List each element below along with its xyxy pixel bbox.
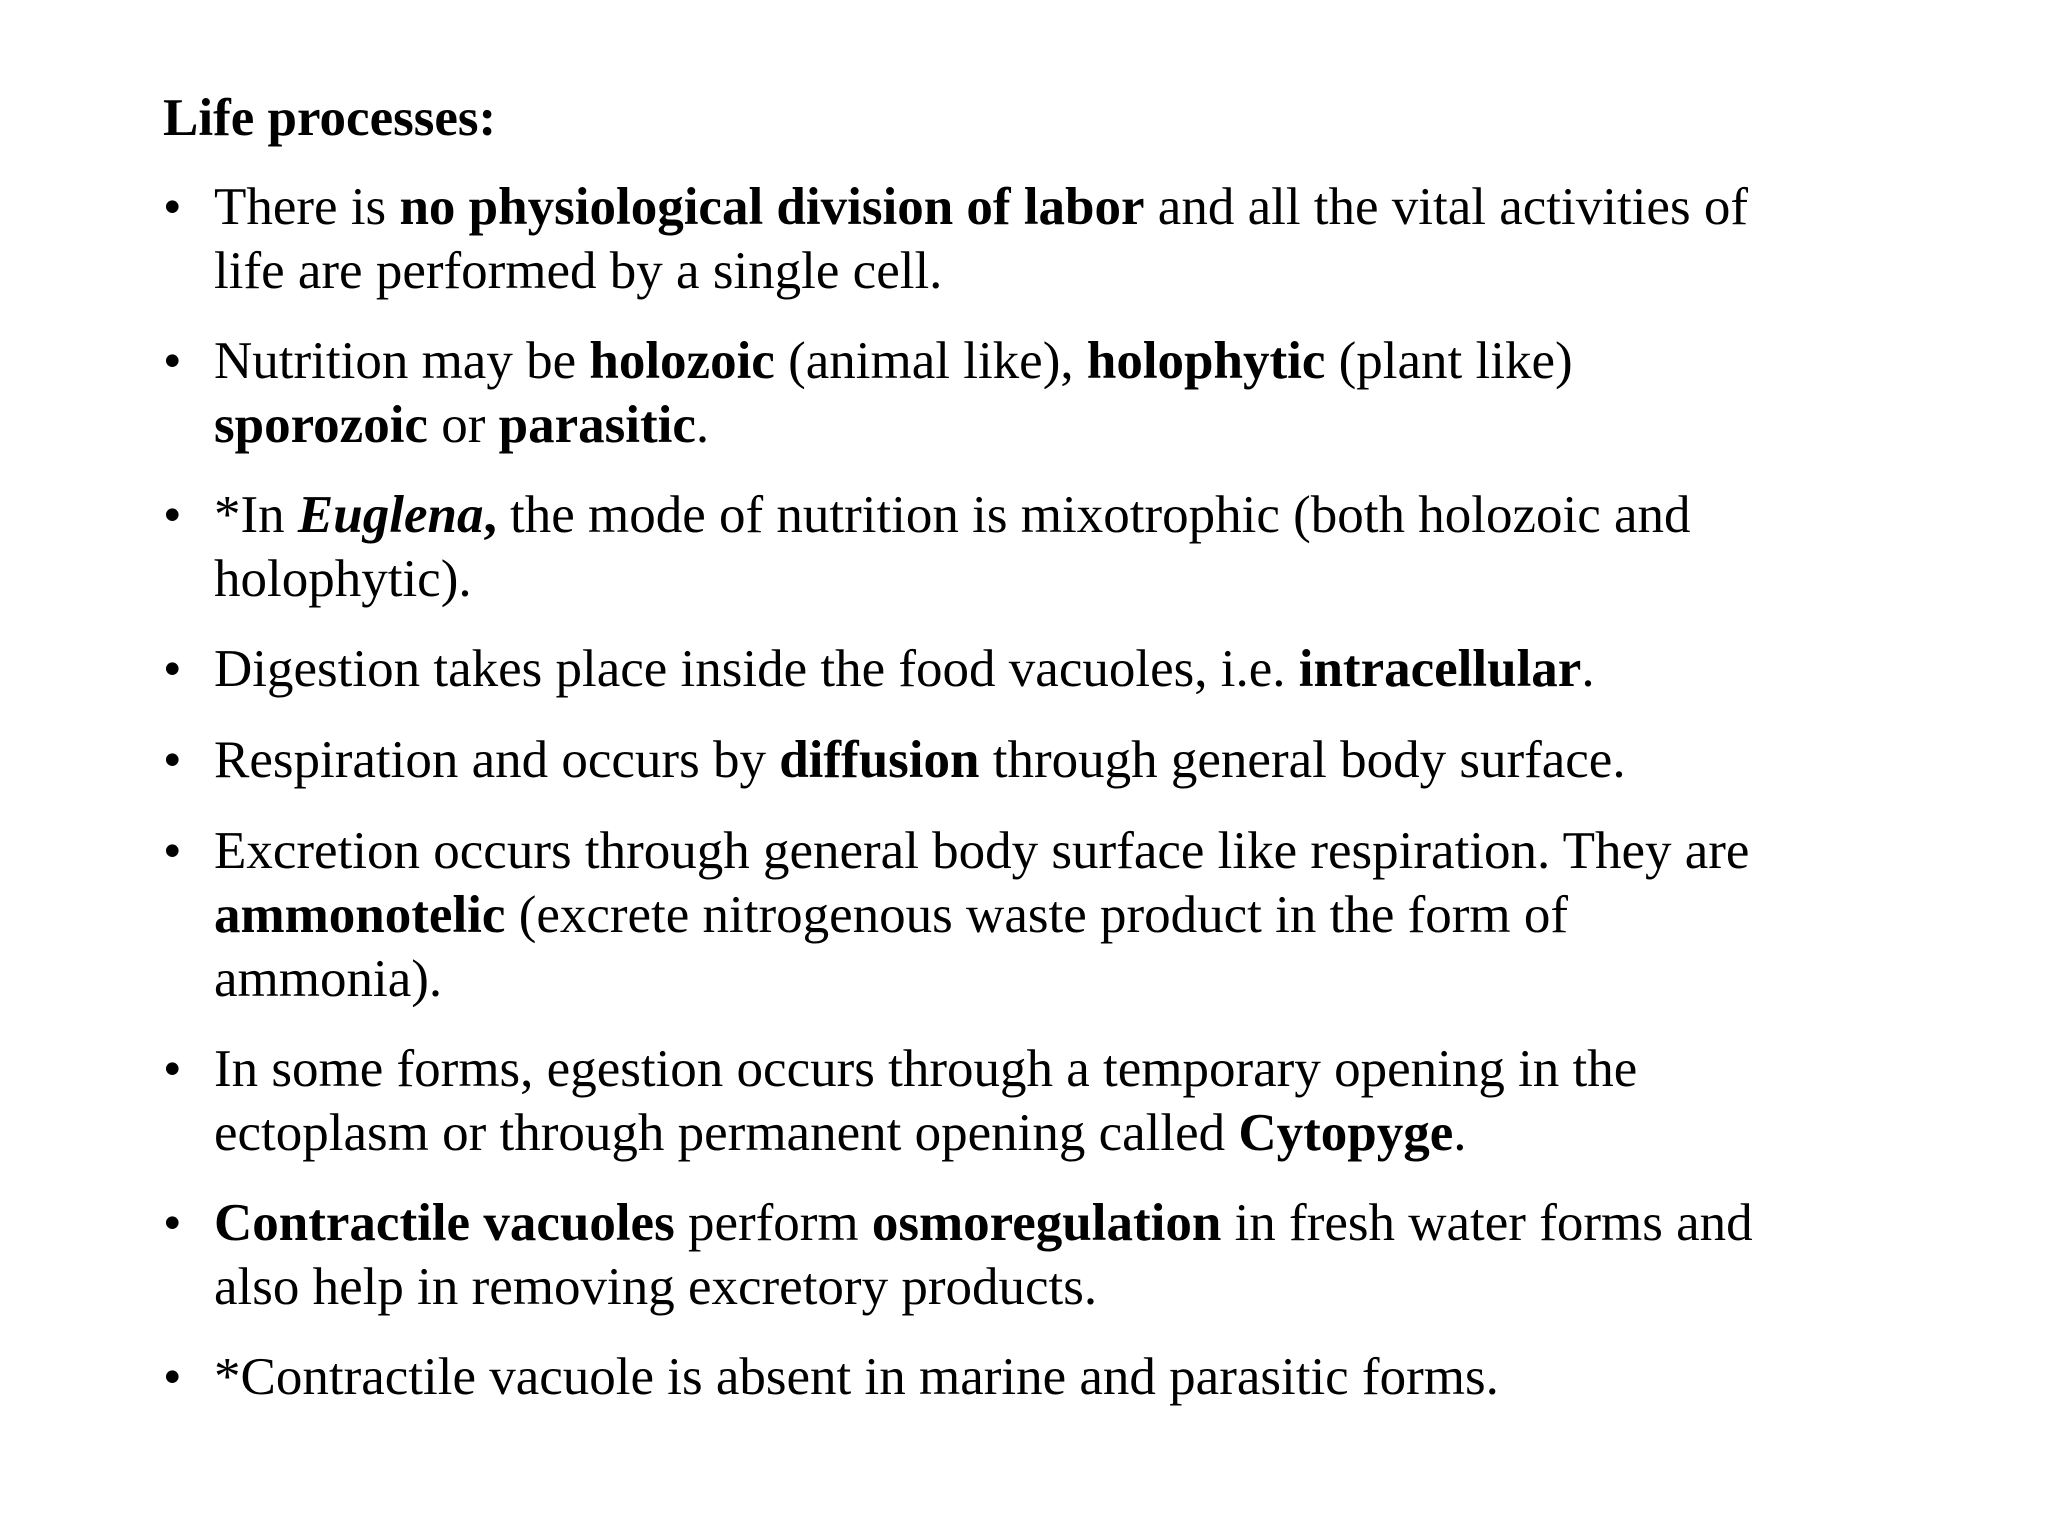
text-run: . <box>1453 1104 1467 1162</box>
text-run: holophytic). <box>214 550 472 608</box>
text-run: In some forms, egestion occurs through a temporary opening in the <box>214 1040 1638 1098</box>
bullet-dot: • <box>163 1194 182 1252</box>
text-run: and all the vital activities of <box>1144 178 1748 236</box>
bullet-text <box>214 728 1914 792</box>
bold-term: parasitic <box>498 396 696 454</box>
bullet-text <box>214 637 1914 701</box>
text-run: Respiration and occurs by <box>214 731 780 789</box>
bullet-text <box>214 819 1914 1011</box>
text-line <box>214 483 1914 547</box>
text-run: through general body surface. <box>979 731 1626 789</box>
bold-term: intracellular <box>1298 640 1582 698</box>
bullet-text <box>214 1345 1914 1409</box>
text-run: Digestion takes place inside the food vacuoles, i.e. <box>214 640 1299 698</box>
text-line <box>214 883 1914 947</box>
text-line <box>214 175 1914 239</box>
bold-term: sporozoic <box>214 396 428 454</box>
bold-term: diffusion <box>779 731 980 789</box>
text-line <box>214 329 1914 393</box>
bold-term: Cytopyge <box>1238 1104 1454 1162</box>
text-line <box>214 819 1914 883</box>
text-line <box>214 1037 1914 1101</box>
text-run: perform <box>674 1194 872 1252</box>
text-line <box>214 239 1914 303</box>
text-run: also help in removing excretory products. <box>214 1258 1098 1316</box>
text-run: . <box>695 396 710 454</box>
bullet-dot: • <box>163 731 182 789</box>
text-line <box>214 728 1914 792</box>
text-run: the mode of nutrition is mixotrophic (both holozoic and <box>496 486 1691 544</box>
bullet-dot: • <box>163 822 182 880</box>
bold-term: holozoic <box>589 332 775 390</box>
bullet-dot: • <box>163 640 182 698</box>
text-line <box>214 947 1914 1011</box>
bullet-text <box>214 483 1914 611</box>
text-line <box>214 1101 1914 1165</box>
text-run: life are performed by a single cell. <box>214 242 943 300</box>
text-run: (excrete nitrogenous waste product in the form of <box>505 886 1569 944</box>
text-line <box>214 393 1914 457</box>
bold-italic-term: Euglena <box>297 486 484 544</box>
text-run: in fresh water forms and <box>1221 1194 1753 1252</box>
text-run: or <box>427 396 499 454</box>
bullet-dot: • <box>163 1040 182 1098</box>
text-line <box>214 547 1914 611</box>
text-run: (plant like) <box>1325 332 1573 390</box>
bullet-dot: • <box>163 486 182 544</box>
bold-term: no physiological division of labor <box>399 178 1145 236</box>
text-run: *In <box>214 486 298 544</box>
bold-term: ammonotelic <box>214 886 506 944</box>
bullet-dot: • <box>163 332 182 390</box>
text-line <box>214 1191 1914 1255</box>
bold-term: osmoregulation <box>871 1194 1222 1252</box>
text-line <box>214 1345 1914 1409</box>
text-run: . <box>1581 640 1595 698</box>
text-run: Excretion occurs through general body surface like respiration. They are <box>214 822 1750 880</box>
bullet-dot: • <box>163 178 182 236</box>
text-run: ectoplasm or through permanent opening called <box>214 1104 1239 1162</box>
text-run: There is <box>214 178 400 236</box>
text-run: ammonia). <box>214 950 443 1008</box>
bold-term: Contractile vacuoles <box>214 1194 675 1252</box>
bullet-text <box>214 329 1914 457</box>
text-line <box>214 1255 1914 1319</box>
text-line <box>214 637 1914 701</box>
bold-term: holophytic <box>1086 332 1326 390</box>
text-run: *Contractile vacuole is absent in marine and parasitic forms. <box>214 1348 1499 1406</box>
bullet-text <box>214 175 1914 303</box>
bullet-text <box>214 1191 1914 1319</box>
bullet-dot: • <box>163 1348 182 1406</box>
bold-term: , <box>483 486 497 544</box>
text-run: (animal like), <box>774 332 1087 390</box>
page-title: Life processes: <box>163 89 497 147</box>
text-run: Nutrition may be <box>214 332 590 390</box>
bullet-text <box>214 1037 1914 1165</box>
